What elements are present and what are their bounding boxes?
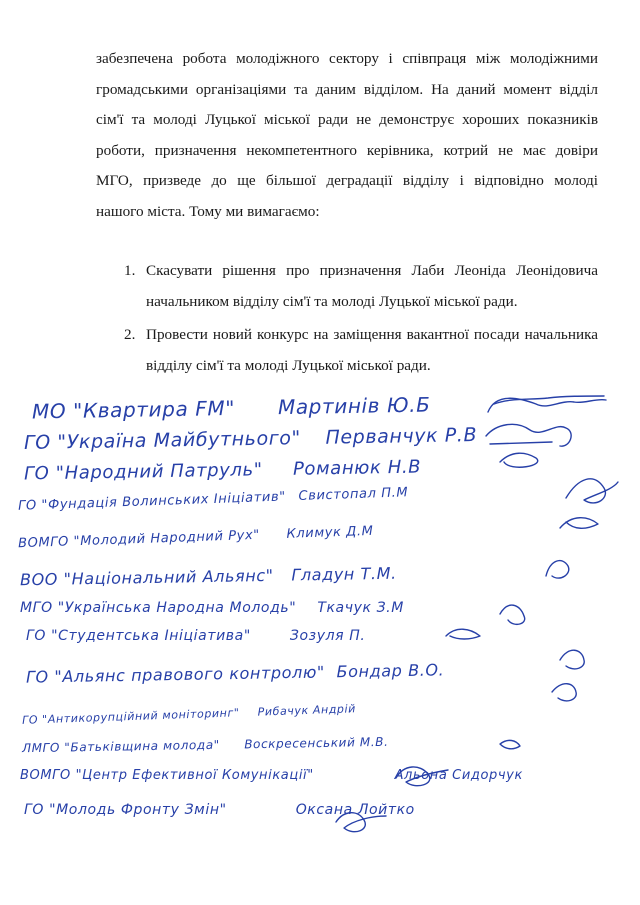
- signature-name: Зозуля П.: [289, 628, 366, 644]
- signature-org: ГО "Молодь Фронту Змін": [24, 802, 227, 818]
- signature-org: МО "Квартира FM": [31, 395, 236, 424]
- demand-text: Скасувати рішення про призначення Лаби Леоніда Леонідовича начальником відділу сім'ї та молоді Луцької міської ради.: [146, 262, 598, 310]
- signature-name: Оксана Лойтко: [295, 802, 415, 818]
- demand-number: 1.: [124, 262, 136, 279]
- signature-org: ГО "Студентська Ініціатива": [26, 628, 251, 644]
- signature-org: ЛМГО "Батьківщина молода": [21, 737, 220, 756]
- signature-org: ГО "Фундація Волинських Ініціатив": [17, 489, 287, 514]
- signature-org: ГО "Україна Майбутнього": [23, 427, 302, 454]
- paragraph-line: нашого міста. Тому ми вимагаємо:: [96, 202, 320, 220]
- signature-name: Романюк Н.В: [292, 456, 422, 480]
- signature-org: ВОМГО "Центр Ефективної Комунікації": [20, 768, 314, 783]
- signature-name: Бондар В.О.: [336, 660, 445, 682]
- signature-name: Климук Д.М: [286, 523, 374, 542]
- signature-name: Воскресенський М.В.: [244, 734, 389, 752]
- paragraph-line: роботи, призначення некомпетентного керівника, котрий не має довіри: [96, 141, 598, 159]
- signature-org: ВОО "Національний Альянс": [19, 565, 274, 590]
- signature-org: ГО "Альянс правового контролю": [25, 662, 326, 687]
- paragraph-line: громадськими організаціями та даним відділом. На даний момент відділ: [96, 80, 598, 98]
- signature-name: Мартинів Ю.Б: [277, 392, 431, 420]
- signature-org: МГО "Українська Народна Молодь": [20, 600, 297, 616]
- paragraph-line: сім'ї та молоді Луцької міської ради не демонструє хороших показників: [96, 111, 598, 128]
- signature-org: ГО "Народний Патруль": [23, 459, 263, 485]
- signature-org: ГО "Антикорупційний моніторинг": [21, 706, 240, 727]
- demand-number: 2.: [124, 326, 136, 343]
- signature-name: Гладун Т.М.: [291, 563, 397, 585]
- demand-text: Провести новий конкурс на заміщення вакантної посади начальника відділу сім'ї та молоді Луцької міської ради.: [146, 326, 598, 374]
- signature-org: ВОМГО "Молодий Народний Рух": [17, 527, 261, 552]
- paragraph-line: МГО, призведе до ще більшої деградації відділу і відповідно молоді: [96, 172, 598, 189]
- signature-name: Альона Сидорчук: [394, 768, 523, 783]
- signature-name: Перванчук Р.В: [325, 424, 478, 449]
- paragraph-line: забезпечена робота молодіжного сектору і співпраця між молодіжними: [96, 50, 598, 67]
- signature-name: Рибачук Андрій: [257, 702, 357, 719]
- signature-name: Свистопал П.М: [298, 485, 409, 505]
- signature-name: Ткачук З.М: [317, 600, 404, 616]
